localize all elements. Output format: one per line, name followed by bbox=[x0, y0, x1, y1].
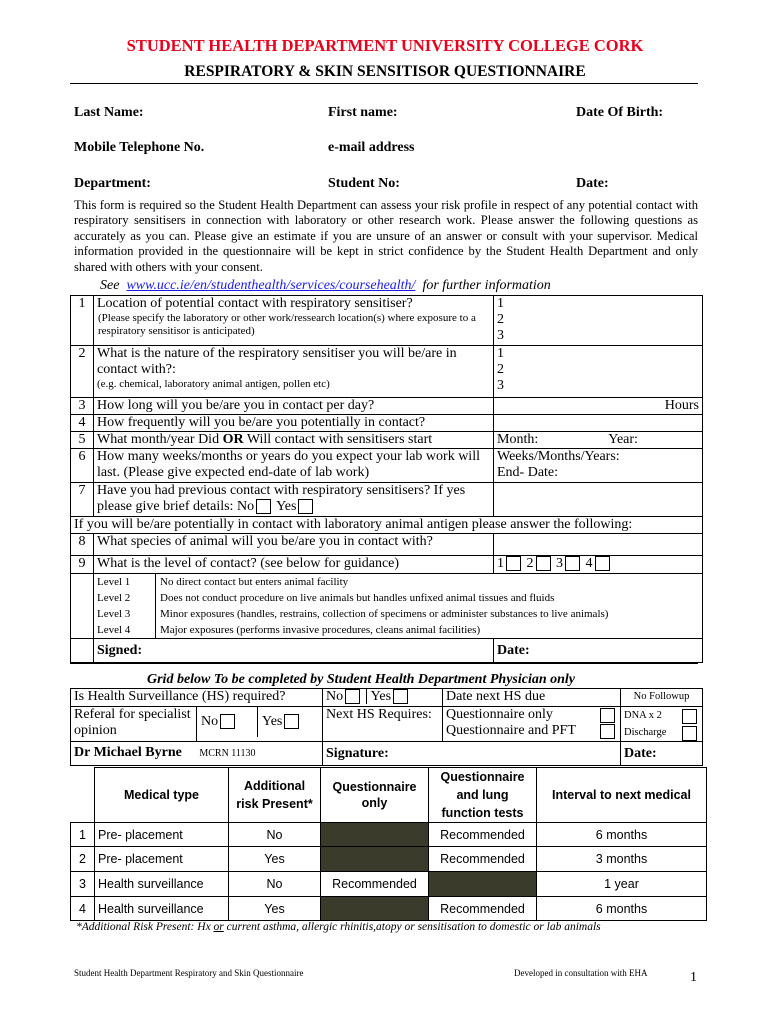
referal-yes-checkbox[interactable] bbox=[284, 714, 299, 729]
row-interval: 6 months bbox=[537, 823, 707, 847]
q1-num: 1 bbox=[71, 296, 94, 346]
medical-header-row bbox=[71, 768, 707, 823]
question-row-5 bbox=[71, 432, 703, 449]
referal-yes bbox=[257, 707, 301, 737]
q4-text: How frequently will you be/are you potentially in contact? bbox=[94, 415, 494, 432]
q7-no-label: No bbox=[236, 499, 255, 514]
row-risk: No bbox=[229, 823, 321, 847]
q6-end-date: End- Date: bbox=[497, 465, 559, 480]
discharge-checkbox[interactable] bbox=[682, 726, 697, 741]
row-num: 2 bbox=[71, 847, 95, 872]
levels-spacer bbox=[71, 574, 94, 639]
hs-yes-checkbox[interactable] bbox=[393, 689, 408, 704]
page-number: 1 bbox=[690, 970, 697, 985]
info-line bbox=[100, 278, 551, 294]
mobile-label: Mobile Telephone No. bbox=[74, 140, 205, 155]
row-type: Health surveillance bbox=[95, 872, 229, 897]
q5-month: Month: bbox=[497, 432, 539, 447]
row-q-lung: Recommended bbox=[429, 847, 537, 872]
form-subtitle: RESPIRATORY & SKIN SENSITISOR QUESTIONNAIRE bbox=[184, 63, 586, 80]
intro-text: This form is required so the Student Health Department can assess your risk profile in respect of any potential contact with respiratory sensitisers in connection with laboratory or other research work. Please answer the following questions as accurately as you can. Please give an estimate if you are unsure of an answer or consult with your supervisor. Medical information provided in the questionnaire will be kept in strict confidence by the Student Health Department and only shared with others with your consent. bbox=[74, 198, 698, 274]
referal-options bbox=[197, 707, 323, 742]
q7-yes-checkbox[interactable] bbox=[298, 499, 313, 514]
student-no-label: Student No: bbox=[328, 176, 400, 191]
row-q-only: Recommended bbox=[321, 872, 429, 897]
dob-label: Date Of Birth: bbox=[576, 105, 664, 120]
q2-cell bbox=[94, 346, 494, 398]
footnote-or: or bbox=[213, 921, 224, 933]
doctor-cell bbox=[71, 742, 323, 766]
level-1-checkbox[interactable] bbox=[506, 556, 521, 571]
footnote-a: *Additional Risk Present: Hx bbox=[76, 921, 211, 933]
date-label: Date: bbox=[576, 176, 609, 191]
col-questionnaire-lung: Questionnaire and lung function tests bbox=[429, 768, 537, 823]
hs-yes-label: Yes bbox=[366, 689, 391, 704]
signed-label[interactable]: Signed: bbox=[94, 639, 494, 663]
level-desc: Does not conduct procedure on live animals but handles unfixed animal tissues and fluids bbox=[160, 592, 555, 604]
row-q-lung: Recommended bbox=[429, 823, 537, 847]
signed-spacer bbox=[71, 639, 94, 663]
q7-cell bbox=[94, 483, 494, 517]
medical-table bbox=[70, 767, 707, 921]
divider bbox=[70, 663, 698, 664]
hs-options bbox=[323, 689, 443, 707]
level-3-label: 3 bbox=[556, 556, 563, 571]
q5-text-c: Will contact with sensitisers start bbox=[246, 432, 433, 447]
q5-answer[interactable] bbox=[494, 432, 703, 449]
q5-cell bbox=[94, 432, 494, 449]
row-q-lung: Recommended bbox=[429, 897, 537, 921]
q1-text: Location of potential contact with respiratory sensitiser? bbox=[97, 296, 413, 311]
q6-text: How many weeks/months or years do you expect your lab work will last. (Please give expected end-date of lab work) bbox=[94, 449, 494, 483]
referal-no-checkbox[interactable] bbox=[220, 714, 235, 729]
question-row-9 bbox=[71, 556, 703, 574]
q3-answer[interactable]: Hours bbox=[494, 398, 703, 415]
no-followup-label: No Followup bbox=[621, 689, 703, 707]
row-shaded-cell bbox=[429, 872, 537, 897]
levels-table bbox=[94, 574, 702, 638]
last-name-label: Last Name: bbox=[74, 105, 144, 120]
see-prefix: See bbox=[100, 278, 120, 293]
row-shaded-cell bbox=[321, 823, 429, 847]
discharge-label: Discharge bbox=[624, 727, 667, 738]
q1-list-2: 2 bbox=[497, 312, 504, 327]
question-row-2 bbox=[71, 346, 703, 398]
q7-no-checkbox[interactable] bbox=[256, 499, 271, 514]
q4-answer[interactable] bbox=[494, 415, 703, 432]
question-row-7 bbox=[71, 483, 703, 517]
row-type: Pre- placement bbox=[95, 847, 229, 872]
level-4-label: 4 bbox=[585, 556, 593, 571]
level-desc: Major exposures (performs invasive procedures, cleans animal facilities) bbox=[160, 624, 481, 636]
q9-num: 9 bbox=[71, 556, 94, 574]
referal-yes-label: Yes bbox=[262, 714, 283, 729]
table-row bbox=[71, 847, 707, 872]
hs-no-checkbox[interactable] bbox=[345, 689, 360, 704]
level-desc: Minor exposures (handles, restrains, collection of specimens or administer substances to live animals) bbox=[160, 608, 609, 620]
doctor-row bbox=[71, 742, 703, 766]
row-num: 4 bbox=[71, 897, 95, 921]
q7-num: 7 bbox=[71, 483, 94, 517]
q7-text: Have you had previous contact with respiratory sensitisers? If yes please give brief details: bbox=[97, 483, 466, 514]
row-interval: 1 year bbox=[537, 872, 707, 897]
q6-answer[interactable] bbox=[494, 449, 703, 483]
referal-no-label: No bbox=[201, 714, 219, 729]
level-label: Level 1 bbox=[94, 574, 156, 590]
levels-row bbox=[71, 574, 703, 639]
row-risk: No bbox=[229, 872, 321, 897]
q1-note: (Please specify the laboratory or other work/ressearch location(s) where exposure to a respiratory sensitisor is anticipated) bbox=[98, 312, 476, 337]
row-shaded-cell bbox=[321, 847, 429, 872]
email-label: e-mail address bbox=[328, 140, 415, 155]
level-2-checkbox[interactable] bbox=[536, 556, 551, 571]
q1-cell bbox=[94, 296, 494, 346]
footnote bbox=[76, 921, 601, 933]
date-next-hs[interactable]: Date next HS due bbox=[443, 689, 621, 707]
animal-intro-row bbox=[71, 517, 703, 534]
referal-row bbox=[71, 707, 703, 742]
row-interval: 3 months bbox=[537, 847, 707, 872]
dna-checkbox[interactable] bbox=[682, 709, 697, 724]
row-num: 3 bbox=[71, 872, 95, 897]
q1-answer[interactable] bbox=[494, 296, 703, 346]
q-pft-checkbox[interactable] bbox=[600, 724, 615, 739]
row-shaded-cell bbox=[321, 897, 429, 921]
q2-answer[interactable] bbox=[494, 346, 703, 398]
q6-num: 6 bbox=[71, 449, 94, 483]
row-type: Health surveillance bbox=[95, 897, 229, 921]
row-type: Pre- placement bbox=[95, 823, 229, 847]
q3-num: 3 bbox=[71, 398, 94, 415]
table-row bbox=[71, 872, 707, 897]
see-suffix: for further information bbox=[422, 278, 551, 293]
signature-label[interactable]: Signature: bbox=[323, 742, 621, 766]
q5-or: OR bbox=[222, 432, 244, 447]
q5-num: 5 bbox=[71, 432, 94, 449]
hs-required-label: Is Health Surveillance (HS) required? bbox=[71, 689, 323, 707]
table-row bbox=[71, 897, 707, 921]
q3-text: How long will you be/are you in contact per day? bbox=[94, 398, 494, 415]
page-title: STUDENT HEALTH DEPARTMENT UNIVERSITY COLLEGE CORK bbox=[126, 36, 644, 55]
doctor-name: Dr Michael Byrne bbox=[74, 745, 182, 760]
mcrn: MCRN 11130 bbox=[199, 748, 256, 759]
level-3-checkbox[interactable] bbox=[565, 556, 580, 571]
footnote-c: current asthma, allergic rhinitis,atopy or sensitisation to domestic or lab animals bbox=[226, 921, 601, 933]
hs-no-label: No bbox=[326, 689, 344, 704]
row-num: 1 bbox=[71, 823, 95, 847]
questions-table bbox=[70, 295, 703, 663]
q2-note: (e.g. chemical, laboratory animal antigen, pollen etc) bbox=[97, 378, 330, 390]
q8-answer[interactable] bbox=[494, 534, 703, 556]
footer-right: Developed in consultation with EHA bbox=[514, 968, 648, 978]
level-label: Level 4 bbox=[94, 622, 156, 638]
level-label: Level 3 bbox=[94, 606, 156, 622]
header-spacer bbox=[71, 768, 95, 823]
next-hs-label: Next HS Requires: bbox=[323, 707, 443, 742]
col-additional-risk: Additional risk Present* bbox=[229, 768, 321, 823]
level-4-checkbox[interactable] bbox=[595, 556, 610, 571]
physician-date-label[interactable]: Date: bbox=[621, 742, 703, 766]
q2-num: 2 bbox=[71, 346, 94, 398]
hs-row bbox=[71, 689, 703, 707]
table-row bbox=[71, 823, 707, 847]
col-medical-type: Medical type bbox=[95, 768, 229, 823]
question-row-6 bbox=[71, 449, 703, 483]
col-interval: Interval to next medical bbox=[537, 768, 707, 823]
q2-text: What is the nature of the respiratory sensitiser you will be/are in contact with?: bbox=[97, 346, 457, 377]
level-1-label: 1 bbox=[497, 556, 504, 571]
col-questionnaire-only: Questionnaire only bbox=[321, 768, 429, 823]
q5-text-a: What month/year Did bbox=[97, 432, 220, 447]
q8-text: What species of animal will you be/are you in contact with? bbox=[94, 534, 494, 556]
q9-text: What is the level of contact? (see below for guidance) bbox=[94, 556, 494, 574]
q6-weeks: Weeks/Months/Years: bbox=[497, 449, 620, 464]
q1-list-3: 3 bbox=[497, 328, 504, 343]
levels-cell bbox=[94, 574, 703, 639]
animal-intro: If you will be/are potentially in contact with laboratory animal antigen please answer the following: bbox=[71, 517, 703, 534]
q2-list-3: 3 bbox=[497, 378, 504, 393]
divider bbox=[70, 83, 698, 84]
first-name-label: First name: bbox=[328, 105, 398, 120]
q-only-checkbox[interactable] bbox=[600, 708, 615, 723]
physician-table bbox=[70, 688, 703, 766]
q-only-label: Questionnaire only bbox=[446, 707, 553, 722]
next-hs-options bbox=[443, 707, 621, 742]
signed-row bbox=[71, 639, 703, 663]
level-desc: No direct contact but enters animal facility bbox=[160, 576, 349, 588]
q-pft-label: Questionnaire and PFT bbox=[446, 723, 576, 738]
followup-options bbox=[621, 707, 703, 742]
q2-list-2: 2 bbox=[497, 362, 504, 377]
q8-num: 8 bbox=[71, 534, 94, 556]
footer-left: Student Health Department Respiratory and Skin Questionnaire bbox=[74, 968, 304, 978]
referal-no bbox=[197, 714, 257, 730]
level-label: Level 2 bbox=[94, 590, 156, 606]
question-row-3 bbox=[71, 398, 703, 415]
question-row-1 bbox=[71, 296, 703, 346]
level-2-label: 2 bbox=[526, 556, 534, 571]
q1-list-1: 1 bbox=[497, 296, 504, 311]
q4-num: 4 bbox=[71, 415, 94, 432]
row-risk: Yes bbox=[229, 847, 321, 872]
question-row-4 bbox=[71, 415, 703, 432]
q7-answer[interactable] bbox=[494, 483, 703, 517]
question-row-8 bbox=[71, 534, 703, 556]
department-label: Department: bbox=[74, 176, 151, 191]
signed-date[interactable]: Date: bbox=[494, 639, 703, 663]
info-link[interactable]: www.ucc.ie/en/studenthealth/services/coursehealth/ bbox=[126, 278, 416, 293]
q9-answer bbox=[494, 556, 703, 574]
row-risk: Yes bbox=[229, 897, 321, 921]
referal-label: Referal for specialist opinion bbox=[71, 707, 197, 742]
q5-year: Year: bbox=[608, 432, 638, 447]
physician-heading: Grid below To be completed by Student Health Department Physician only bbox=[147, 672, 576, 687]
row-interval: 6 months bbox=[537, 897, 707, 921]
q2-list-1: 1 bbox=[497, 346, 504, 361]
dna-label: DNA x 2 bbox=[624, 710, 662, 721]
q7-yes-label: Yes bbox=[276, 499, 297, 514]
